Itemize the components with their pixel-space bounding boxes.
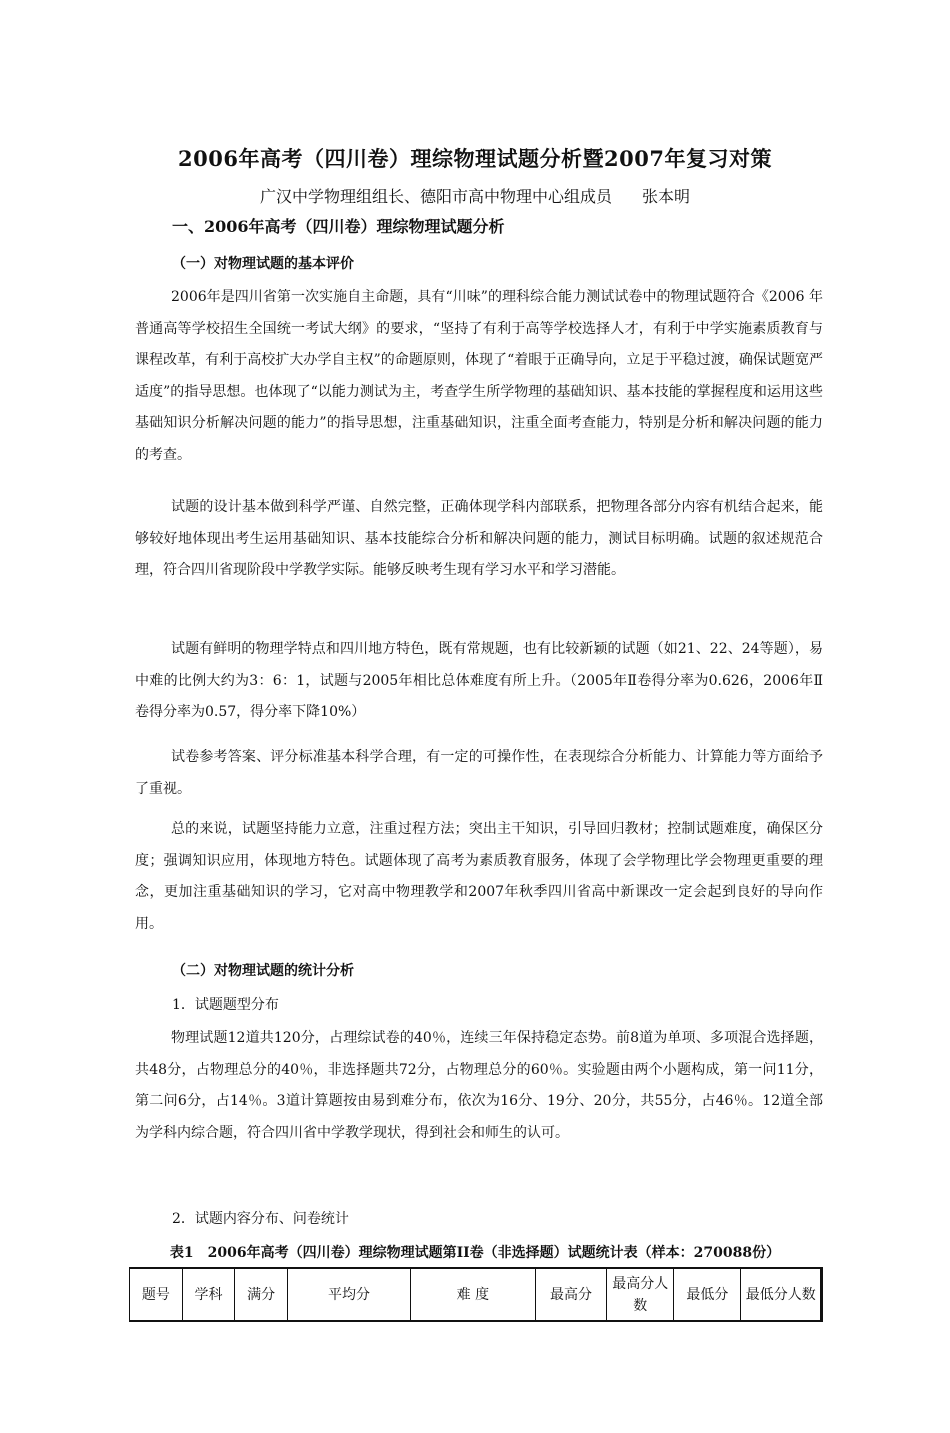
item-heading-question-types: 1．试题题型分布 [172,997,279,1013]
paragraph: 总的来说，试题坚持能力立意，注重过程方法；突出主干知识，引导回归教材；控制试题难度，确保区分度；强调知识应用，体现地方特色。试题体现了高考为素质教育服务，体现了会学物理比学会物理更重要的理念，更加注重基础知识的学习，它对高中物理教学和2007年秋季四川省高中新课改一定会起到良好的导向作用。 [135,821,823,932]
document-title: 2006年高考（四川卷）理综物理试题分析暨2007年复习对策 [178,146,772,171]
author-name: 张本明 [642,187,691,206]
table-header-cell: 平均分 [288,1268,411,1321]
table-header-cell: 最高分 [535,1268,606,1321]
author-affiliation: 广汉中学物理组组长、德阳市高中物理中心组成员 [259,187,612,206]
table-header-cell: 学科 [182,1268,235,1321]
table-header-cell: 最低分人数 [741,1268,822,1321]
table-header-cell: 最高分人数 [607,1268,674,1321]
section-heading-1: 一、2006年高考（四川卷）理综物理试题分析 [172,217,505,236]
statistics-table [129,1267,823,1322]
paragraph: 物理试题12道共120分，占理综试卷的40％，连续三年保持稳定态势。前8道为单项、多项混合选择题，共48分，占物理总分的40％，非选择题共72分，占物理总分的60％。实验题由两个小题构成，第一问11分，第二问6分，占14％。3道计算题按由易到难分布，依次为16分、19分、20分，共55分，占46％。12道全部为学科内综合题，符合四川省中学教学现状，得到社会和师生的认可。 [135,1030,823,1141]
paragraph: 试卷参考答案、评分标准基本科学合理，有一定的可操作性，在表现综合分析能力、计算能力等方面给予了重视。 [135,749,823,797]
table-caption: 表1 2006年高考（四川卷）理综物理试题第II卷（非选择题）试题统计表（样本：270088份） [169,1245,781,1261]
paragraph: 试题的设计基本做到科学严谨、自然完整，正确体现学科内部联系，把物理各部分内容有机结合起来，能够较好地体现出考生运用基础知识、基本技能综合分析和解决问题的能力，测试目标明确。试题的叙述规范合理，符合四川省现阶段中学教学实际。能够反映考生现有学习水平和学习潜能。 [135,499,823,578]
subsection-heading-basic-evaluation: （一）对物理试题的基本评价 [172,256,354,272]
table-header-row [130,1268,822,1321]
table-header-cell: 最低分 [674,1268,741,1321]
item-heading-content-distribution: 2．试题内容分布、问卷统计 [172,1211,349,1227]
author-line [0,184,950,207]
table-header-cell: 满分 [235,1268,288,1321]
table-header-cell: 难 度 [410,1268,535,1321]
subsection-heading-statistics: （二）对物理试题的统计分析 [172,963,354,979]
paragraph: 试题有鲜明的物理学特点和四川地方特色，既有常规题，也有比较新颖的试题（如21、22、24等题），易中难的比例大约为3：6：1，试题与2005年相比总体难度有所上升。（2005年Ⅱ卷得分率为0.626，2006年Ⅱ卷得分率为0.57，得分率下降10%） [135,641,823,720]
table-header-cell: 题号 [130,1268,183,1321]
paragraph: 2006年是四川省第一次实施自主命题，具有“川味”的理科综合能力测试试卷中的物理试题符合《2006 年普通高等学校招生全国统一考试大纲》的要求，“坚持了有利于高等学校选择人才，有利于中学实施素质教育与课程改革，有利于高校扩大办学自主权”的命题原则，体现了“着眼于正确导向，立足于平稳过渡，确保试题宽严适度”的指导思想。也体现了“以能力测试为主，考查学生所学物理的基础知识、基本技能的掌握程度和运用这些基础知识分析解决问题的能力”的指导思想，注重基础知识，注重全面考查能力，特别是分析和解决问题的能力的考查。 [135,289,823,463]
